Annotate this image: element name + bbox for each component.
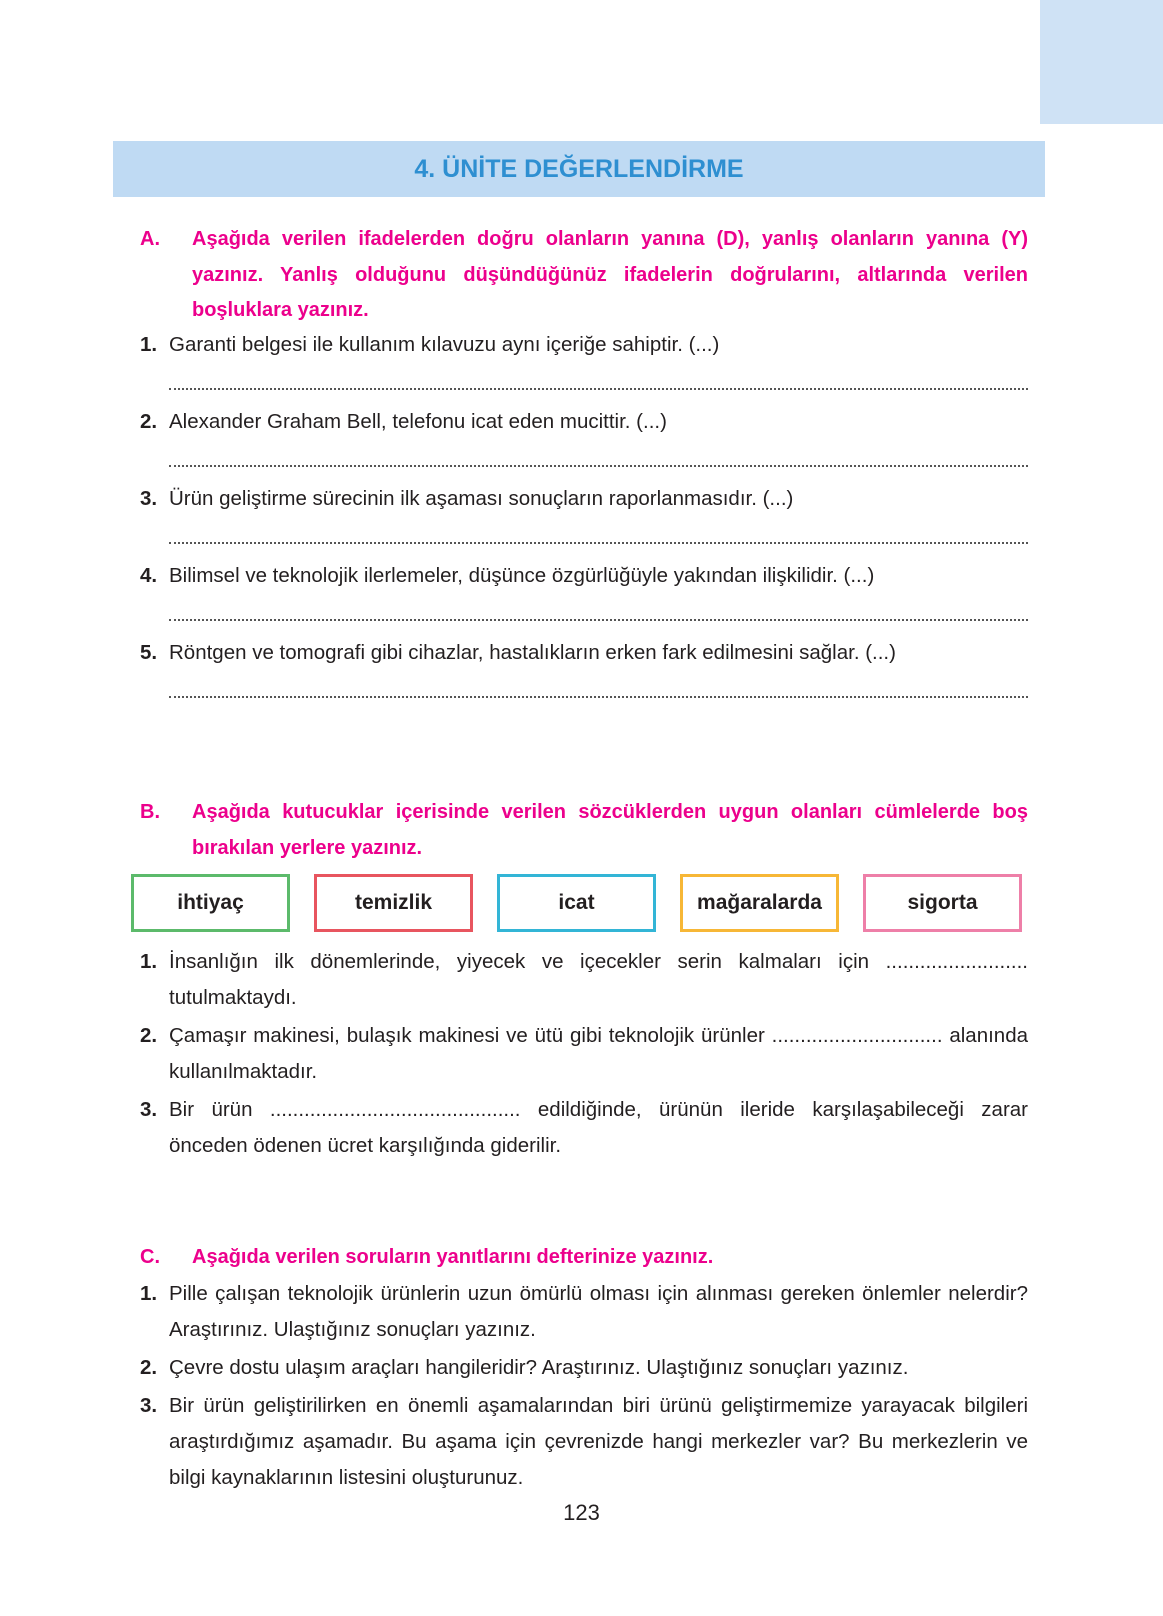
item-text: Bir ürün geliştirilirken en önemli aşamalarından biri ürünü geliştirmemize yarayacak bilgileri araştırdığımız aşamadır. Bu aşama için çevrenizde hangi merkezler var? Bu merkezlerin ve bilgi kaynaklarının listesini oluşturunuz. [169,1393,1028,1489]
word-box-icat: icat [497,874,656,932]
section-b-item-2 [140,1018,1028,1090]
item-number: 3. [140,1098,158,1121]
answer-line-2[interactable] [169,440,1028,481]
corner-tab [1040,0,1163,124]
section-b [0,795,1163,1166]
word-box-sigorta: sigorta [863,874,1022,932]
section-a-item-2 [140,404,1028,440]
section-c-instruction [140,1240,1028,1276]
item-text: Bir ürün ............................................ edildiğinde, ürünün ileride karşılaşabileceği zarar önceden ödenen ücret karşılığında giderilir. [169,1098,1028,1157]
item-text: Röntgen ve tomografi gibi cihazlar, hastalıkların erken fark edilmesini sağlar. (...) [169,640,896,664]
item-number: 3. [140,486,158,510]
section-a [0,222,1163,712]
item-text: Alexander Graham Bell, telefonu icat eden mucittir. (...) [169,409,667,433]
section-c-item-3 [140,1388,1028,1496]
item-text: Ürün geliştirme sürecinin ilk aşaması sonuçların raporlanmasıdır. (...) [169,486,794,510]
item-text: Bilimsel ve teknolojik ilerlemeler, düşünce özgürlüğüyle yakından ilişkilidir. (...) [169,563,875,587]
section-b-item-1 [140,944,1028,1016]
section-c-instruction-text: Aşağıda verilen soruların yanıtlarını defterinize yazınız. [192,1246,714,1268]
item-text: Çamaşır makinesi, bulaşık makinesi ve ütü gibi teknolojik ürünler .............................. alanında kullanılmaktadır. [169,1024,1028,1083]
item-number: 4. [140,563,158,587]
section-a-item-5 [140,635,1028,671]
section-c-item-2 [140,1350,1028,1386]
item-number: 2. [140,1355,158,1379]
answer-line-4[interactable] [169,594,1028,635]
page-number: 123 [563,1500,600,1525]
unit-title: 4. ÜNİTE DEĞERLENDİRME [414,154,744,183]
section-b-letter: B. [140,801,160,823]
item-number: 2. [140,409,158,433]
unit-title-banner [113,141,1045,197]
section-b-instruction-text: Aşağıda kutucuklar içerisinde verilen sözcüklerden uygun olanları cümlelerde boş bırakılan yerlere yazınız. [192,801,1028,859]
answer-line-5[interactable] [169,671,1028,712]
word-box-magaralarda: mağaralarda [680,874,839,932]
section-a-item-3 [140,481,1028,517]
item-number: 5. [140,640,158,664]
section-a-letter: A. [140,228,160,250]
word-box-temizlik: temizlik [314,874,473,932]
item-number: 1. [140,950,158,973]
section-a-instruction [140,222,1028,329]
answer-line-3[interactable] [169,517,1028,558]
item-number: 2. [140,1024,158,1047]
item-text: İnsanlığın ilk dönemlerinde, yiyecek ve içecekler serin kalmaları için ......................... tutulmaktaydı. [169,950,1028,1009]
item-text: Pille çalışan teknolojik ürünlerin uzun ömürlü olması için alınması gereken önlemler nelerdir? Araştırınız. Ulaştığınız sonuçları yazınız. [169,1281,1028,1341]
item-text: Çevre dostu ulaşım araçları hangileridir? Araştırınız. Ulaştığınız sonuçları yazınız. [169,1355,909,1379]
word-bank [131,874,1026,932]
word-box-ihtiyac: ihtiyaç [131,874,290,932]
section-b-instruction [140,795,1028,866]
answer-line-1[interactable] [169,363,1028,404]
section-a-item-4 [140,558,1028,594]
section-a-item-1 [140,327,1028,363]
item-text: Garanti belgesi ile kullanım kılavuzu aynı içeriğe sahiptir. (...) [169,332,720,356]
section-c [0,1240,1163,1498]
item-number: 1. [140,1281,158,1305]
item-number: 3. [140,1393,158,1417]
item-number: 1. [140,332,158,356]
section-a-instruction-text: Aşağıda verilen ifadelerden doğru olanların yanına (D), yanlış olanların yanına (Y) yazınız. Yanlış olduğunu düşündüğünüz ifadelerin doğrularını, altlarında verilen boşluklara yazınız. [192,228,1028,321]
section-b-item-3 [140,1092,1028,1164]
section-c-item-1 [140,1276,1028,1348]
section-c-letter: C. [140,1246,160,1268]
